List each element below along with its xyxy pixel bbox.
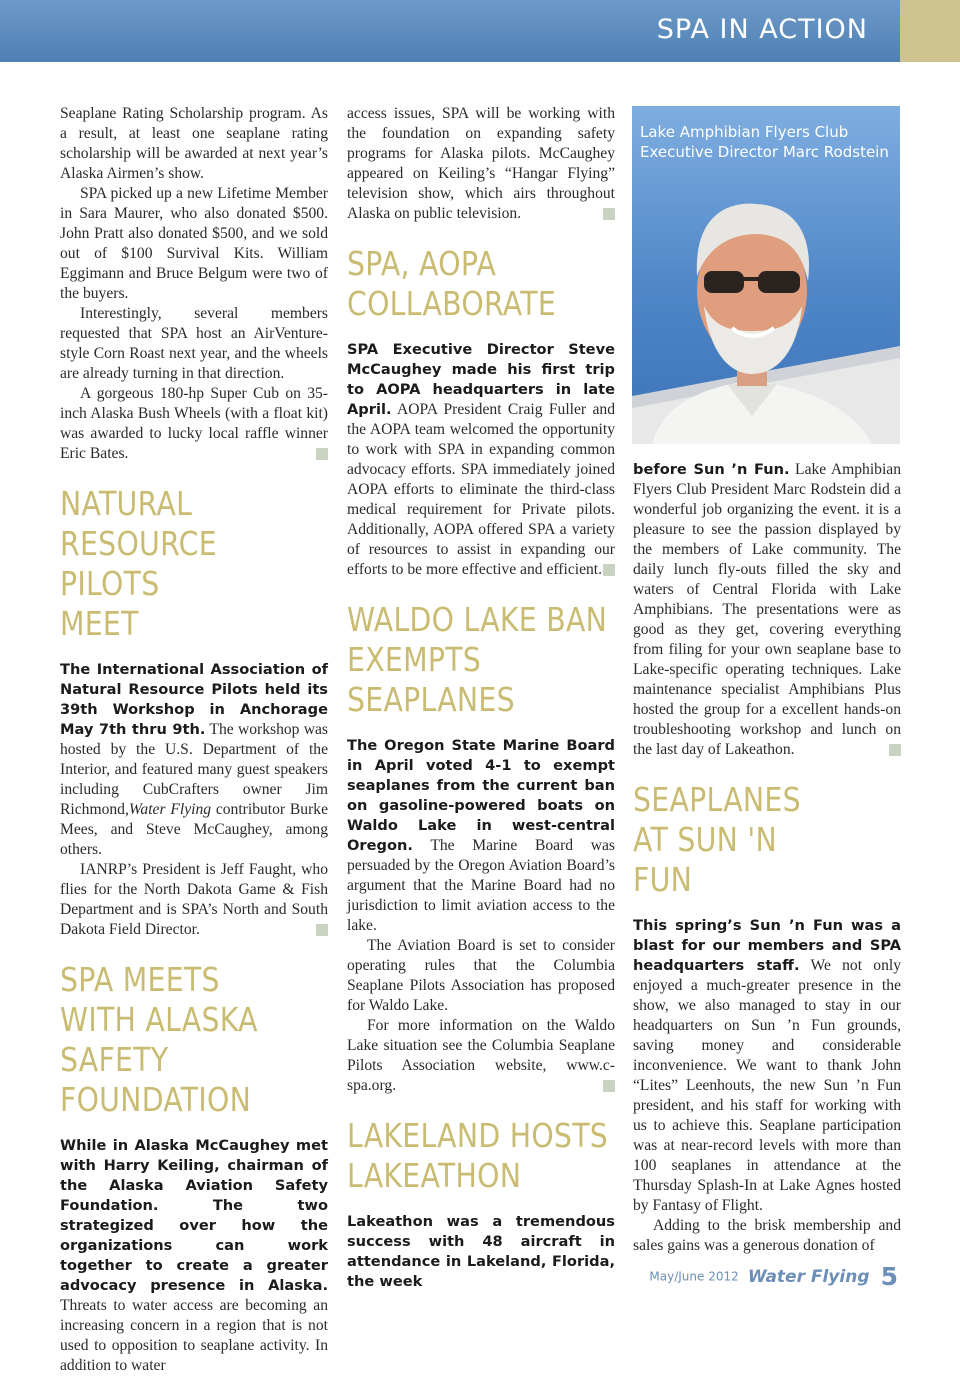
end-mark-icon xyxy=(316,448,328,460)
paragraph xyxy=(60,660,328,860)
photo-marc-rodstein xyxy=(632,106,900,444)
paragraph xyxy=(633,916,901,1216)
issue-date: May/June 2012 xyxy=(649,1269,739,1284)
paragraph xyxy=(347,104,615,224)
column-2 xyxy=(347,104,615,1292)
end-mark-icon xyxy=(603,208,615,220)
headline-natural-resource: NATURAL RESOURCE PILOTS MEET xyxy=(60,484,217,643)
end-mark-icon xyxy=(889,744,901,756)
lead-text: SPA Executive Director Steve McCaughey made his first trip to AOPA headquarters in late April. xyxy=(347,341,615,418)
paragraph-text: The Marine Board was persuaded by the Oregon Aviation Board’s argument that the Marine Board had no jurisdiction to limit aviation access to the lake. xyxy=(347,837,615,934)
paragraph: SPA picked up a new Lifetime Member in Sara Maurer, who also donated $500. John Pratt also donated $500, and we sold out of $100 Survival Kits. William Eggimann and Bruce Belgum were two of the buyers. xyxy=(60,185,328,302)
paragraph-text: contributor Burke Mees, and Steve McCaughey, among others. xyxy=(60,801,329,858)
lead-text: This spring’s Sun ’n Fun was a blast for our members and SPA headquarters staff. xyxy=(633,917,901,974)
end-mark-icon xyxy=(316,924,328,936)
end-mark-icon xyxy=(603,1080,615,1092)
paragraph xyxy=(60,1136,328,1376)
paragraph-text: We not only enjoyed a much-greater presence in the show, we also managed to stay in our headquarters on Sun ’n Fun grounds, saving money and considerable inconvenience. We want to thank John “Lites” Leenhouts, the new Sun ’n Fun president, and his staff for working with us to achieve this. Seaplane participation was at near-record levels with more than 100 seaplanes in attendance at the Thursday Splash-In at Lake Agnes hosted by Fantasy of Flight. xyxy=(633,957,902,1214)
paragraph xyxy=(347,340,615,580)
lead-text: The Oregon State Marine Board in April voted 4-1 to exempt seaplanes from the current ban on gasoline-powered boats on Waldo Lake in west-central Oregon. xyxy=(347,737,615,854)
paragraph-text: A gorgeous 180-hp Super Cub on 35-inch Alaska Bush Wheels (with a float kit) was awarded to lucky local raffle winner Eric Bates. xyxy=(60,385,328,462)
magazine-name: Water Flying xyxy=(747,1266,870,1287)
magazine-title: Water Flying xyxy=(128,801,212,818)
paragraph xyxy=(60,860,328,940)
paragraph: Interestingly, several members requested that SPA host an AirVenture-style Corn Roast next year, and the wheels are already turning in that direction. xyxy=(60,305,328,382)
paragraph-text: access issues, SPA will be working with the foundation on expanding safety programs for Alaska pilots. McCaughey appeared on Keiling’s “Hangar Flying” television show, which airs throughout Alaska on public television. xyxy=(347,105,615,222)
headline-waldo-lake: WALDO LAKE BAN EXEMPTS SEAPLANES xyxy=(347,600,608,719)
headline-aopa: SPA, AOPA COLLABORATE xyxy=(347,244,557,323)
paragraph-text: AOPA President Craig Fuller and the AOPA team welcomed the opportunity to work with SPA in expanding common advocacy efforts. SPA immediately joined AOPA efforts to eliminate the third-class medical requirement for Private pilots. Additionally, AOPA offered SPA a variety of resources to assist in expanding our efforts to be more effective and efficient. xyxy=(347,401,615,578)
paragraph xyxy=(633,460,901,760)
paragraph-text: Lake Amphibian Flyers Club President Marc Rodstein did a wonderful job organizing the event. it is a pleasure to see the passion displayed by the members of Lake community. The daily lunch fly-outs filled the sky and waters of Central Florida with Lake Amphibians. The presentations were as good as they get, covering everything from filing for your own seaplane base to Lake-specific operating techniques. Lake maintenance specialist Amphibians Plus hosted the group for a excellent hands-on troubleshooting workshop and lunch on the last day of Lakeathon. xyxy=(633,461,901,758)
column-1 xyxy=(60,104,328,1376)
paragraph xyxy=(347,1212,615,1292)
paragraph xyxy=(347,736,615,936)
lead-text: While in Alaska McCaughey met with Harry Keiling, chairman of the Alaska Aviation Safety Foundation. The two strategized over how the organizations can work together to create a greater advocacy presence in Alaska. xyxy=(60,1137,328,1294)
footer xyxy=(649,1262,898,1291)
headline-sun-n-fun: SEAPLANES AT SUN 'N FUN xyxy=(633,780,801,899)
paragraph-text: The workshop was hosted by the U.S. Department of the Interior, and featured many guest speakers including CubCrafters owner Jim Richmond, xyxy=(60,721,329,818)
paragraph: Adding to the brisk membership and sales gains was a generous donation of xyxy=(633,1217,901,1254)
lead-text: before Sun ’n Fun. xyxy=(633,461,790,478)
end-mark-icon xyxy=(603,564,615,576)
paragraph xyxy=(347,1016,615,1096)
headline-lakeland: LAKELAND HOSTS LAKEATHON xyxy=(347,1116,609,1195)
header-accent xyxy=(900,0,960,62)
lead-text: The International Association of Natural Resource Pilots held its 39th Workshop in Anchorage May 7th thru 9th. xyxy=(60,661,328,738)
column-3 xyxy=(633,460,901,1256)
headline-alaska-safety: SPA MEETS WITH ALASKA SAFETY FOUNDATION xyxy=(60,960,258,1119)
paragraph-text: For more information on the Waldo Lake situation see the Columbia Seaplane Pilots Association website, www.c-spa.org. xyxy=(347,1017,615,1094)
paragraph-text: IANRP’s President is Jeff Faught, who flies for the North Dakota Game & Fish Department and is SPA’s North and South Dakota Field Director. xyxy=(60,861,328,938)
paragraph xyxy=(60,384,328,464)
page-number: 5 xyxy=(880,1262,898,1291)
section-label: SPA IN ACTION xyxy=(656,14,868,45)
lead-text: Lakeathon was a tremendous success with 48 aircraft in attendance in Lakeland, Florida, the week xyxy=(347,1213,615,1290)
photo-caption: Lake Amphibian Flyers Club Executive Director Marc Rodstein xyxy=(640,123,889,161)
paragraph: The Aviation Board is set to consider operating rules that the Columbia Seaplane Pilots Association has proposed for Waldo Lake. xyxy=(347,937,615,1014)
paragraph-text: Threats to water access are becoming an increasing concern in a region that is not used to opposition to seaplane activity. In addition to water xyxy=(60,1297,328,1374)
paragraph: Seaplane Rating Scholarship program. As a result, at least one seaplane rating scholarship will be awarded at next year’s Alaska Airmen’s show. xyxy=(60,105,328,182)
